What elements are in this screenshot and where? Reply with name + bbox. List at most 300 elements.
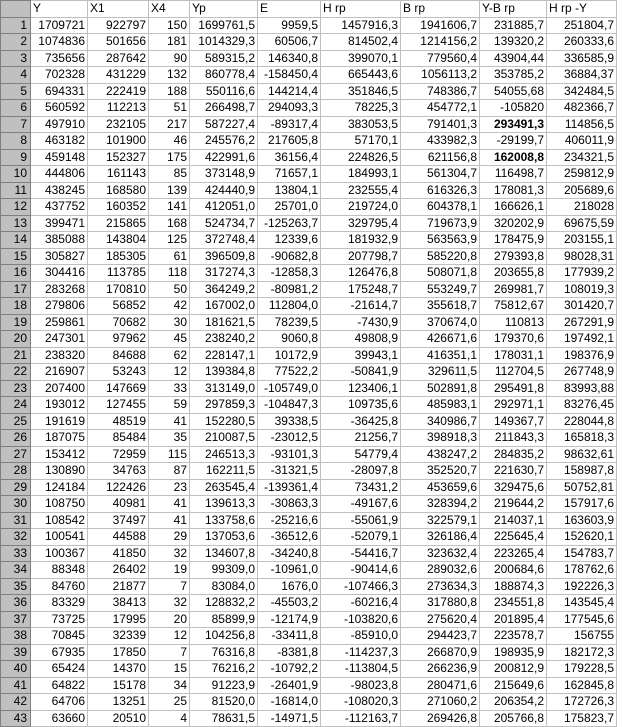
cell-h-rp-y[interactable]: 98028,31 — [547, 248, 617, 265]
cell-x1[interactable]: 37497 — [88, 512, 149, 529]
cell-e[interactable]: -80981,2 — [258, 281, 321, 298]
cell-yp[interactable]: 181621,5 — [190, 314, 258, 331]
cell-e[interactable]: -16814,0 — [258, 694, 321, 711]
cell-y[interactable]: 1074836 — [31, 34, 88, 51]
cell-x1[interactable]: 84688 — [88, 347, 149, 364]
cell-y[interactable]: 70845 — [31, 628, 88, 645]
cell-yp[interactable]: 137053,6 — [190, 529, 258, 546]
cell-h-rp-y[interactable]: 152620,1 — [547, 529, 617, 546]
cell-yp[interactable]: 263545,4 — [190, 479, 258, 496]
row-number[interactable]: 2 — [1, 34, 31, 51]
cell-h-rp[interactable]: -21614,7 — [321, 298, 401, 315]
cell-yp[interactable]: 412051,0 — [190, 199, 258, 216]
cell-y-b-rp[interactable]: 110813 — [480, 314, 547, 331]
cell-b-rp[interactable]: 719673,9 — [401, 215, 480, 232]
cell-y-b-rp[interactable]: 178081,3 — [480, 182, 547, 199]
cell-y[interactable]: 64822 — [31, 677, 88, 694]
cell-x4[interactable]: 42 — [149, 298, 190, 315]
row-number[interactable]: 12 — [1, 199, 31, 216]
cell-h-rp-y[interactable]: 251804,7 — [547, 17, 617, 34]
cell-x4[interactable]: 35 — [149, 430, 190, 447]
cell-yp[interactable]: 210087,5 — [190, 430, 258, 447]
cell-y[interactable]: 694331 — [31, 83, 88, 100]
cell-e[interactable]: -31321,5 — [258, 463, 321, 480]
cell-x4[interactable]: 7 — [149, 578, 190, 595]
cell-y-b-rp[interactable]: 166626,1 — [480, 199, 547, 216]
cell-x1[interactable]: 161143 — [88, 166, 149, 183]
cell-x1[interactable]: 185305 — [88, 248, 149, 265]
cell-h-rp-y[interactable]: 336585,9 — [547, 50, 617, 67]
cell-x1[interactable]: 72959 — [88, 446, 149, 463]
cell-y-b-rp[interactable]: 223265,4 — [480, 545, 547, 562]
row-number[interactable]: 18 — [1, 298, 31, 315]
cell-yp[interactable]: 83084,0 — [190, 578, 258, 595]
cell-h-rp[interactable]: -112163,7 — [321, 710, 401, 727]
row-number[interactable]: 36 — [1, 595, 31, 612]
cell-e[interactable]: -105749,0 — [258, 380, 321, 397]
cell-y[interactable]: 88348 — [31, 562, 88, 579]
cell-e[interactable]: 13804,1 — [258, 182, 321, 199]
cell-e[interactable]: 1676,0 — [258, 578, 321, 595]
cell-b-rp[interactable]: 329611,5 — [401, 364, 480, 381]
cell-x4[interactable]: 85 — [149, 166, 190, 183]
cell-h-rp[interactable]: -108020,3 — [321, 694, 401, 711]
row-number[interactable]: 41 — [1, 677, 31, 694]
cell-x1[interactable]: 38413 — [88, 595, 149, 612]
cell-yp[interactable]: 364249,2 — [190, 281, 258, 298]
cell-h-rp-y[interactable]: 267291,9 — [547, 314, 617, 331]
cell-x4[interactable]: 118 — [149, 265, 190, 282]
cell-e[interactable]: 60506,7 — [258, 34, 321, 51]
cell-h-rp[interactable]: 49808,9 — [321, 331, 401, 348]
cell-h-rp-y[interactable]: 83993,88 — [547, 380, 617, 397]
cell-y-b-rp[interactable]: 225645,4 — [480, 529, 547, 546]
cell-h-rp-y[interactable]: 197492,1 — [547, 331, 617, 348]
row-number[interactable]: 30 — [1, 496, 31, 513]
cell-h-rp[interactable]: 219724,0 — [321, 199, 401, 216]
cell-b-rp[interactable]: 398918,3 — [401, 430, 480, 447]
row-number[interactable]: 14 — [1, 232, 31, 249]
cell-y[interactable]: 702328 — [31, 67, 88, 84]
cell-x1[interactable]: 170810 — [88, 281, 149, 298]
header-y[interactable]: Y — [31, 1, 88, 18]
header-e[interactable]: E — [258, 1, 321, 18]
cell-h-rp[interactable]: -98023,8 — [321, 677, 401, 694]
row-number[interactable]: 31 — [1, 512, 31, 529]
cell-y-b-rp[interactable]: 200812,9 — [480, 661, 547, 678]
cell-h-rp-y[interactable]: 198376,9 — [547, 347, 617, 364]
cell-yp[interactable]: 139384,8 — [190, 364, 258, 381]
cell-b-rp[interactable]: 748386,7 — [401, 83, 480, 100]
cell-h-rp[interactable]: -114237,3 — [321, 644, 401, 661]
row-number[interactable]: 22 — [1, 364, 31, 381]
cell-e[interactable]: -10961,0 — [258, 562, 321, 579]
cell-h-rp-y[interactable]: 179228,5 — [547, 661, 617, 678]
cell-x4[interactable]: 87 — [149, 463, 190, 480]
cell-y-b-rp[interactable]: 162008,8 — [480, 149, 547, 166]
row-number[interactable]: 39 — [1, 644, 31, 661]
row-number[interactable]: 28 — [1, 463, 31, 480]
cell-yp[interactable]: 133758,6 — [190, 512, 258, 529]
cell-e[interactable]: -36512,6 — [258, 529, 321, 546]
cell-h-rp[interactable]: -7430,9 — [321, 314, 401, 331]
cell-x4[interactable]: 32 — [149, 595, 190, 612]
cell-x1[interactable]: 26402 — [88, 562, 149, 579]
cell-h-rp-y[interactable]: 50752,81 — [547, 479, 617, 496]
corner-cell[interactable] — [1, 1, 31, 18]
cell-x1[interactable]: 222419 — [88, 83, 149, 100]
cell-yp[interactable]: 246513,3 — [190, 446, 258, 463]
cell-yp[interactable]: 1699761,5 — [190, 17, 258, 34]
cell-x1[interactable]: 122426 — [88, 479, 149, 496]
cell-y[interactable]: 67935 — [31, 644, 88, 661]
row-number[interactable]: 20 — [1, 331, 31, 348]
cell-h-rp-y[interactable]: 163603,9 — [547, 512, 617, 529]
cell-e[interactable]: -12858,3 — [258, 265, 321, 282]
cell-y[interactable]: 497910 — [31, 116, 88, 133]
cell-y[interactable]: 130890 — [31, 463, 88, 480]
row-number[interactable]: 11 — [1, 182, 31, 199]
cell-x1[interactable]: 152327 — [88, 149, 149, 166]
cell-y-b-rp[interactable]: 43904,44 — [480, 50, 547, 67]
cell-e[interactable]: 12339,6 — [258, 232, 321, 249]
cell-x1[interactable]: 97962 — [88, 331, 149, 348]
row-number[interactable]: 43 — [1, 710, 31, 727]
cell-y[interactable]: 399471 — [31, 215, 88, 232]
cell-x1[interactable]: 147669 — [88, 380, 149, 397]
cell-b-rp[interactable]: 1941606,7 — [401, 17, 480, 34]
cell-y-b-rp[interactable]: 234551,8 — [480, 595, 547, 612]
cell-x1[interactable]: 168580 — [88, 182, 149, 199]
cell-yp[interactable]: 373148,9 — [190, 166, 258, 183]
header-b-rp[interactable]: B rp — [401, 1, 480, 18]
cell-b-rp[interactable]: 553249,7 — [401, 281, 480, 298]
cell-x4[interactable]: 125 — [149, 232, 190, 249]
cell-x4[interactable]: 90 — [149, 50, 190, 67]
cell-x4[interactable]: 217 — [149, 116, 190, 133]
cell-x1[interactable]: 160352 — [88, 199, 149, 216]
header-y-b-rp[interactable]: Y-B rp — [480, 1, 547, 18]
cell-x4[interactable]: 7 — [149, 644, 190, 661]
cell-y[interactable]: 279806 — [31, 298, 88, 315]
cell-y-b-rp[interactable]: 353785,2 — [480, 67, 547, 84]
cell-h-rp[interactable]: -55061,9 — [321, 512, 401, 529]
cell-h-rp[interactable]: -28097,8 — [321, 463, 401, 480]
cell-h-rp-y[interactable]: 172726,3 — [547, 694, 617, 711]
cell-x4[interactable]: 34 — [149, 677, 190, 694]
row-number[interactable]: 16 — [1, 265, 31, 282]
cell-e[interactable]: 78239,5 — [258, 314, 321, 331]
cell-e[interactable]: 71657,1 — [258, 166, 321, 183]
cell-b-rp[interactable]: 370674,0 — [401, 314, 480, 331]
cell-y[interactable]: 216907 — [31, 364, 88, 381]
cell-x1[interactable]: 44588 — [88, 529, 149, 546]
cell-x1[interactable]: 32339 — [88, 628, 149, 645]
cell-x1[interactable]: 48519 — [88, 413, 149, 430]
cell-yp[interactable]: 76216,2 — [190, 661, 258, 678]
cell-x1[interactable]: 431229 — [88, 67, 149, 84]
cell-x1[interactable]: 53243 — [88, 364, 149, 381]
cell-h-rp[interactable]: 78225,3 — [321, 100, 401, 117]
row-number[interactable]: 7 — [1, 116, 31, 133]
cell-e[interactable]: -8381,8 — [258, 644, 321, 661]
cell-y-b-rp[interactable]: 211843,3 — [480, 430, 547, 447]
cell-y[interactable]: 64706 — [31, 694, 88, 711]
cell-yp[interactable]: 424440,9 — [190, 182, 258, 199]
cell-y[interactable]: 560592 — [31, 100, 88, 117]
cell-h-rp-y[interactable]: 69675,59 — [547, 215, 617, 232]
cell-h-rp[interactable]: 184993,1 — [321, 166, 401, 183]
cell-e[interactable]: -34240,8 — [258, 545, 321, 562]
cell-h-rp-y[interactable]: 259812,9 — [547, 166, 617, 183]
cell-h-rp-y[interactable]: 234321,5 — [547, 149, 617, 166]
cell-e[interactable]: -14971,5 — [258, 710, 321, 727]
cell-e[interactable]: -125263,7 — [258, 215, 321, 232]
cell-y-b-rp[interactable]: 179370,6 — [480, 331, 547, 348]
cell-y[interactable]: 108542 — [31, 512, 88, 529]
cell-yp[interactable]: 228147,1 — [190, 347, 258, 364]
cell-y[interactable]: 247301 — [31, 331, 88, 348]
cell-x1[interactable]: 13251 — [88, 694, 149, 711]
cell-x1[interactable]: 112213 — [88, 100, 149, 117]
cell-e[interactable]: 294093,3 — [258, 100, 321, 117]
cell-x4[interactable]: 51 — [149, 100, 190, 117]
cell-e[interactable]: 77522,2 — [258, 364, 321, 381]
row-number[interactable]: 38 — [1, 628, 31, 645]
cell-h-rp[interactable]: -36425,8 — [321, 413, 401, 430]
cell-y[interactable]: 83329 — [31, 595, 88, 612]
cell-y[interactable]: 207400 — [31, 380, 88, 397]
cell-b-rp[interactable]: 438247,2 — [401, 446, 480, 463]
cell-x4[interactable]: 62 — [149, 347, 190, 364]
cell-y-b-rp[interactable]: 201895,4 — [480, 611, 547, 628]
cell-y[interactable]: 63660 — [31, 710, 88, 727]
cell-e[interactable]: -139361,4 — [258, 479, 321, 496]
cell-y[interactable]: 459148 — [31, 149, 88, 166]
cell-h-rp[interactable]: -113804,5 — [321, 661, 401, 678]
cell-b-rp[interactable]: 779560,4 — [401, 50, 480, 67]
row-number[interactable]: 26 — [1, 430, 31, 447]
cell-yp[interactable]: 134607,8 — [190, 545, 258, 562]
cell-y[interactable]: 65424 — [31, 661, 88, 678]
cell-x4[interactable]: 41 — [149, 413, 190, 430]
row-number[interactable]: 21 — [1, 347, 31, 364]
cell-y-b-rp[interactable]: 178475,9 — [480, 232, 547, 249]
cell-h-rp[interactable]: -52079,1 — [321, 529, 401, 546]
cell-b-rp[interactable]: 271060,2 — [401, 694, 480, 711]
row-number[interactable]: 40 — [1, 661, 31, 678]
cell-x1[interactable]: 56852 — [88, 298, 149, 315]
cell-y[interactable]: 124184 — [31, 479, 88, 496]
cell-h-rp-y[interactable]: 154783,7 — [547, 545, 617, 562]
cell-y[interactable]: 283268 — [31, 281, 88, 298]
cell-h-rp[interactable]: 57170,1 — [321, 133, 401, 150]
cell-y[interactable]: 187075 — [31, 430, 88, 447]
row-number[interactable]: 17 — [1, 281, 31, 298]
cell-y[interactable]: 305827 — [31, 248, 88, 265]
cell-e[interactable]: -23012,5 — [258, 430, 321, 447]
cell-x1[interactable]: 232105 — [88, 116, 149, 133]
cell-x4[interactable]: 19 — [149, 562, 190, 579]
cell-x1[interactable]: 70682 — [88, 314, 149, 331]
row-number[interactable]: 13 — [1, 215, 31, 232]
cell-x4[interactable]: 33 — [149, 380, 190, 397]
cell-x4[interactable]: 25 — [149, 694, 190, 711]
cell-y-b-rp[interactable]: 139320,2 — [480, 34, 547, 51]
cell-e[interactable]: -25216,6 — [258, 512, 321, 529]
cell-e[interactable]: -10792,2 — [258, 661, 321, 678]
cell-x4[interactable]: 12 — [149, 628, 190, 645]
cell-y-b-rp[interactable]: 112704,5 — [480, 364, 547, 381]
header-h-rp[interactable]: H rp — [321, 1, 401, 18]
cell-h-rp-y[interactable]: 177545,6 — [547, 611, 617, 628]
cell-b-rp[interactable]: 621156,8 — [401, 149, 480, 166]
cell-yp[interactable]: 128832,2 — [190, 595, 258, 612]
cell-y-b-rp[interactable]: 219644,2 — [480, 496, 547, 513]
row-number[interactable]: 15 — [1, 248, 31, 265]
cell-y-b-rp[interactable]: 231885,7 — [480, 17, 547, 34]
cell-h-rp[interactable]: 39943,1 — [321, 347, 401, 364]
cell-y[interactable]: 100541 — [31, 529, 88, 546]
cell-h-rp-y[interactable]: 267748,9 — [547, 364, 617, 381]
cell-b-rp[interactable]: 433982,3 — [401, 133, 480, 150]
cell-y-b-rp[interactable]: 205766,8 — [480, 710, 547, 727]
cell-yp[interactable]: 81520,0 — [190, 694, 258, 711]
cell-e[interactable]: -93101,3 — [258, 446, 321, 463]
cell-e[interactable]: 9959,5 — [258, 17, 321, 34]
cell-b-rp[interactable]: 328394,2 — [401, 496, 480, 513]
cell-y-b-rp[interactable]: 223578,7 — [480, 628, 547, 645]
cell-y[interactable]: 100367 — [31, 545, 88, 562]
cell-h-rp-y[interactable]: 482366,7 — [547, 100, 617, 117]
cell-b-rp[interactable]: 323632,4 — [401, 545, 480, 562]
row-number[interactable]: 19 — [1, 314, 31, 331]
cell-y[interactable]: 1709721 — [31, 17, 88, 34]
cell-h-rp-y[interactable]: 108019,3 — [547, 281, 617, 298]
cell-x4[interactable]: 150 — [149, 17, 190, 34]
cell-h-rp[interactable]: 232555,4 — [321, 182, 401, 199]
cell-y[interactable]: 238320 — [31, 347, 88, 364]
cell-b-rp[interactable]: 273634,3 — [401, 578, 480, 595]
cell-x4[interactable]: 23 — [149, 479, 190, 496]
cell-y[interactable]: 385088 — [31, 232, 88, 249]
cell-h-rp[interactable]: 399070,1 — [321, 50, 401, 67]
cell-h-rp-y[interactable]: 36884,37 — [547, 67, 617, 84]
cell-y[interactable]: 444806 — [31, 166, 88, 183]
row-number[interactable]: 5 — [1, 83, 31, 100]
row-number[interactable]: 32 — [1, 529, 31, 546]
cell-e[interactable]: 25701,0 — [258, 199, 321, 216]
cell-y-b-rp[interactable]: 293491,3 — [480, 116, 547, 133]
cell-h-rp[interactable]: 814502,4 — [321, 34, 401, 51]
cell-b-rp[interactable]: 561304,7 — [401, 166, 480, 183]
cell-x4[interactable]: 20 — [149, 611, 190, 628]
cell-y-b-rp[interactable]: 116498,7 — [480, 166, 547, 183]
cell-y-b-rp[interactable]: 54055,68 — [480, 83, 547, 100]
cell-y-b-rp[interactable]: 215649,6 — [480, 677, 547, 694]
cell-yp[interactable]: 524734,7 — [190, 215, 258, 232]
cell-e[interactable]: -90682,8 — [258, 248, 321, 265]
cell-y-b-rp[interactable]: 178031,1 — [480, 347, 547, 364]
cell-h-rp[interactable]: 665443,6 — [321, 67, 401, 84]
cell-h-rp-y[interactable]: 406011,9 — [547, 133, 617, 150]
cell-b-rp[interactable]: 355618,7 — [401, 298, 480, 315]
cell-b-rp[interactable]: 326186,4 — [401, 529, 480, 546]
header-h-rp-y[interactable]: H rp -Y — [547, 1, 617, 18]
row-number[interactable]: 34 — [1, 562, 31, 579]
cell-e[interactable]: -89317,4 — [258, 116, 321, 133]
cell-yp[interactable]: 589315,2 — [190, 50, 258, 67]
cell-h-rp[interactable]: 383053,5 — [321, 116, 401, 133]
cell-yp[interactable]: 78631,5 — [190, 710, 258, 727]
row-number[interactable]: 29 — [1, 479, 31, 496]
cell-x4[interactable]: 32 — [149, 545, 190, 562]
cell-yp[interactable]: 152280,5 — [190, 413, 258, 430]
cell-e[interactable]: 10172,9 — [258, 347, 321, 364]
cell-x1[interactable]: 501656 — [88, 34, 149, 51]
row-number[interactable]: 4 — [1, 67, 31, 84]
row-number[interactable]: 1 — [1, 17, 31, 34]
cell-e[interactable]: -12174,9 — [258, 611, 321, 628]
cell-y[interactable]: 191619 — [31, 413, 88, 430]
cell-h-rp[interactable]: -103820,6 — [321, 611, 401, 628]
cell-b-rp[interactable]: 454772,1 — [401, 100, 480, 117]
cell-b-rp[interactable]: 269426,8 — [401, 710, 480, 727]
cell-y-b-rp[interactable]: 284835,2 — [480, 446, 547, 463]
cell-x4[interactable]: 29 — [149, 529, 190, 546]
cell-y-b-rp[interactable]: 329475,6 — [480, 479, 547, 496]
cell-h-rp[interactable]: 207798,7 — [321, 248, 401, 265]
cell-h-rp-y[interactable]: 260333,6 — [547, 34, 617, 51]
cell-x4[interactable]: 41 — [149, 496, 190, 513]
cell-yp[interactable]: 317274,3 — [190, 265, 258, 282]
cell-yp[interactable]: 313149,0 — [190, 380, 258, 397]
cell-x4[interactable]: 45 — [149, 331, 190, 348]
cell-h-rp[interactable]: -50841,9 — [321, 364, 401, 381]
cell-yp[interactable]: 104256,8 — [190, 628, 258, 645]
cell-h-rp[interactable]: 1457916,3 — [321, 17, 401, 34]
cell-e[interactable]: 9060,8 — [258, 331, 321, 348]
cell-yp[interactable]: 162211,5 — [190, 463, 258, 480]
cell-h-rp-y[interactable]: 205689,6 — [547, 182, 617, 199]
cell-e[interactable]: 36156,4 — [258, 149, 321, 166]
cell-yp[interactable]: 860778,4 — [190, 67, 258, 84]
cell-b-rp[interactable]: 502891,8 — [401, 380, 480, 397]
cell-h-rp[interactable]: 109735,6 — [321, 397, 401, 414]
cell-h-rp-y[interactable]: 98632,61 — [547, 446, 617, 463]
cell-e[interactable]: 39338,5 — [258, 413, 321, 430]
row-number[interactable]: 8 — [1, 133, 31, 150]
cell-e[interactable]: 144214,4 — [258, 83, 321, 100]
row-number[interactable]: 42 — [1, 694, 31, 711]
cell-x1[interactable]: 17850 — [88, 644, 149, 661]
cell-y-b-rp[interactable]: 206354,2 — [480, 694, 547, 711]
cell-x4[interactable]: 139 — [149, 182, 190, 199]
cell-y-b-rp[interactable]: 75812,67 — [480, 298, 547, 315]
row-number[interactable]: 35 — [1, 578, 31, 595]
row-number[interactable]: 3 — [1, 50, 31, 67]
cell-yp[interactable]: 550116,6 — [190, 83, 258, 100]
cell-x4[interactable]: 168 — [149, 215, 190, 232]
cell-x1[interactable]: 17995 — [88, 611, 149, 628]
cell-x1[interactable]: 21877 — [88, 578, 149, 595]
cell-x1[interactable]: 101900 — [88, 133, 149, 150]
cell-h-rp[interactable]: 126476,8 — [321, 265, 401, 282]
cell-x4[interactable]: 30 — [149, 314, 190, 331]
cell-b-rp[interactable]: 453659,6 — [401, 479, 480, 496]
cell-h-rp-y[interactable]: 175823,7 — [547, 710, 617, 727]
cell-y[interactable]: 304416 — [31, 265, 88, 282]
